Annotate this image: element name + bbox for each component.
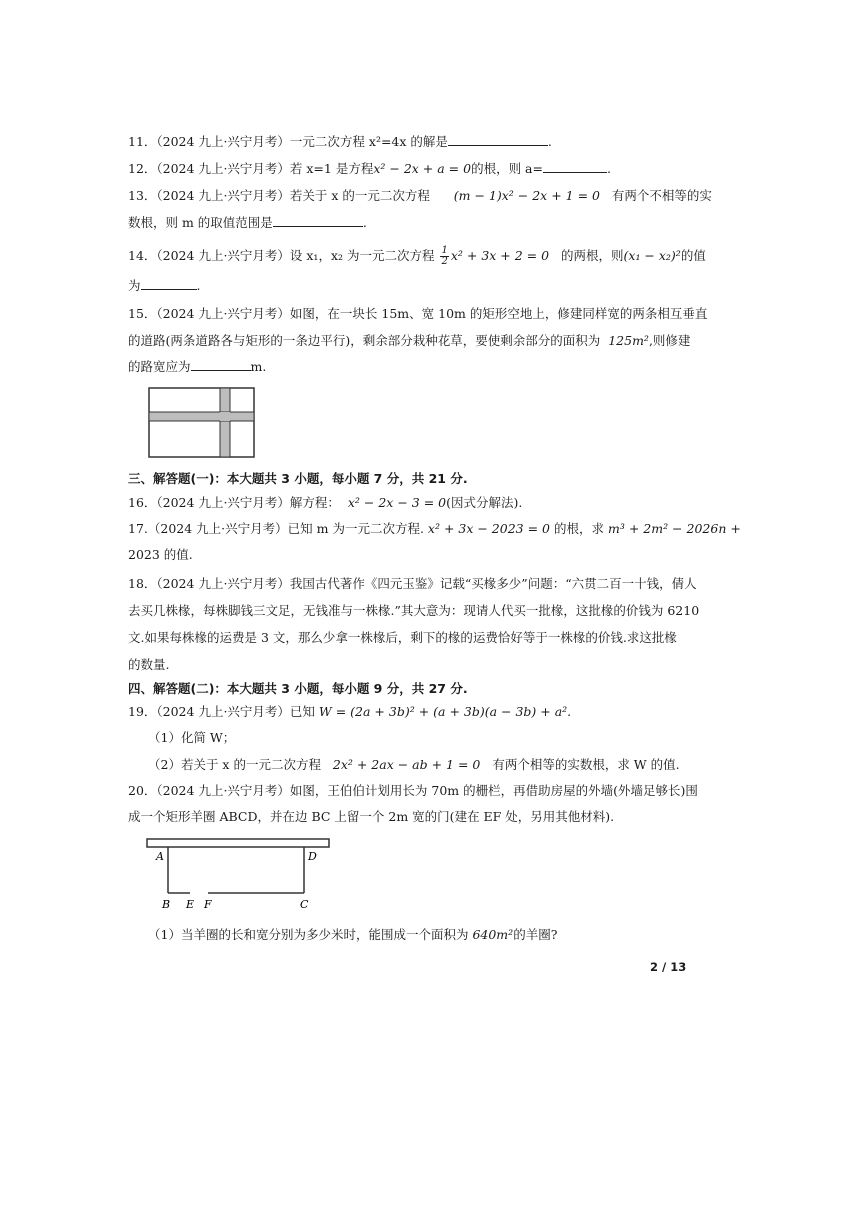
road-figure [148, 387, 256, 459]
label-a: A [156, 850, 164, 863]
question-11 [128, 133, 552, 151]
question-20-part1 [148, 926, 557, 944]
answer-blank [543, 160, 607, 173]
answer-blank [273, 214, 363, 227]
q14-expression: (x₁ − x₂)² [623, 248, 681, 263]
q14-tail: . [196, 278, 201, 293]
page-number: 2 / 13 [650, 960, 687, 974]
label-e: E [186, 898, 195, 910]
road-intersection [220, 412, 230, 421]
q14-pre: 14．（2024 九上·兴宁月考）设 x₁，x₂ 为一元二次方程 [128, 248, 435, 263]
q20-part1-post: 的羊圈? [513, 927, 558, 942]
question-18-line1: 18．（2024 九上·兴宁月考）我国古代著作《四元玉鉴》记载“买椽多少”问题：“六贯二百一十钱，倩人 [128, 576, 697, 591]
fraction-denominator: 2 [441, 256, 448, 267]
q19-pre: 19．（2024 九上·兴宁月考）已知 [128, 704, 315, 719]
q15-line2-pre: 的道路(两条道路各与矩形的一条边平行)，剩余部分栽种花草，要使剩余部分的面积为 [128, 333, 601, 348]
question-20-line1: 20．（2024 九上·兴宁月考）如图，王伯伯计划用长为 70m 的栅栏，再借助房屋的外墙(外墙足够长)围 [128, 783, 698, 798]
question-14-line2 [128, 277, 201, 295]
q16-pre: 16．（2024 九上·兴宁月考）解方程： [128, 495, 340, 510]
label-c: C [300, 898, 309, 910]
label-f: F [204, 898, 212, 910]
q16-equation: x² − 2x − 3 = 0 [347, 495, 447, 510]
q13-pre: 13．（2024 九上·兴宁月考）若关于 x 的一元二次方程 [128, 188, 430, 203]
question-16 [128, 494, 522, 512]
q14-equation: x² + 3x + 2 = 0 [450, 248, 550, 263]
vertical-road [220, 388, 230, 457]
q17-expression: m³ + 2m² − 2026n + [607, 521, 741, 536]
q12-mid: 的根，则 a= [471, 161, 543, 176]
question-17-line1 [128, 520, 741, 538]
q19-part2-pre: （2）若关于 x 的一元二次方程 [148, 757, 321, 772]
question-18-line3: 文.如果每株椽的运费是 3 文，那么少拿一株椽后，剩下的椽的运费恰好等于一株椽的价钱.求这批椽 [128, 630, 677, 645]
label-d: D [308, 850, 317, 863]
question-15-line2 [128, 332, 690, 350]
q14-mid: 的两根，则 [561, 248, 624, 263]
q11-tail: . [547, 134, 552, 149]
question-13-line2 [128, 214, 367, 232]
q15-area: 125m² [608, 333, 649, 348]
answer-blank [191, 358, 251, 371]
question-18-line4: 的数量. [128, 657, 170, 672]
question-17-line2 [128, 546, 193, 564]
horizontal-road [149, 412, 254, 421]
q13-line2: 数根，则 m 的取值范围是 [128, 215, 273, 230]
question-15-line3 [128, 358, 266, 376]
q12-equation: x² − 2x + a = 0 [373, 161, 472, 176]
answer-blank [141, 277, 197, 290]
question-19-part1: （1）化简 W； [148, 730, 236, 745]
q15-line3: 的路宽应为 [128, 359, 191, 374]
question-14-line1 [128, 246, 706, 267]
q14-fraction [440, 246, 448, 267]
q11-text: 11．（2024 九上·兴宁月考）一元二次方程 x²=4x 的解是 [128, 134, 448, 149]
field-rectangle [149, 388, 254, 457]
q20-part1-area: 640m² [472, 927, 514, 942]
question-19 [128, 703, 571, 721]
q17-line2: 2023 的值. [128, 547, 193, 562]
q17-pre: 17.（2024 九上·兴宁月考）已知 m 为一元二次方程. [128, 521, 424, 536]
q15-line3-tail: m. [250, 359, 267, 374]
house-wall [147, 839, 329, 847]
question-15-line1 [128, 305, 707, 323]
q13-equation: (m − 1)x² − 2x + 1 = 0 [453, 188, 600, 203]
q19-part2-post: 有两个相等的实数根，求 W 的值. [492, 757, 680, 772]
q13-post: 有两个不相等的实 [611, 188, 712, 203]
question-12 [128, 160, 611, 178]
q17-equation: x² + 3x − 2023 = 0 [427, 521, 550, 536]
question-20-line2: 成一个矩形羊圈 ABCD，并在边 BC 上留一个 2m 宽的门(建在 EF 处，另用其他材料). [128, 809, 615, 824]
sheep-pen-figure [146, 836, 332, 910]
question-18-line2: 去买几株椽，每株脚钱三文足，无钱准与一株椽.”其大意为：现请人代买一批椽，这批椽的价钱为 6210 [128, 603, 700, 618]
q14-post: 的值 [680, 248, 706, 263]
section-4-heading: 四、解答题(二)：本大题共 3 小题，每小题 9 分，共 27 分. [128, 681, 468, 696]
q19-equation: W = (2a + 3b)² + (a + 3b)(a − 3b) + a². [318, 704, 572, 719]
q19-part2-equation: 2x² + 2ax − ab + 1 = 0 [332, 757, 481, 772]
question-19-part2 [148, 756, 680, 774]
q13-tail: . [362, 215, 367, 230]
label-b: B [162, 898, 171, 910]
q17-mid: 的根，求 [553, 521, 604, 536]
question-13-line1 [128, 187, 712, 205]
q14-line2: 为 [128, 278, 141, 293]
q12-tail: . [606, 161, 611, 176]
q12-pre: 12．（2024 九上·兴宁月考）若 x=1 是方程 [128, 161, 374, 176]
section-3-heading: 三、解答题(一)：本大题共 3 小题，每小题 7 分，共 21 分. [128, 471, 468, 486]
q16-post: (因式分解法). [446, 495, 523, 510]
q15-line1: 15．（2024 九上·兴宁月考）如图，在一块长 15m、宽 10m 的矩形空地上，修建同样宽的两条相互垂直 [128, 306, 708, 321]
q20-part1-pre: （1）当羊圈的长和宽分别为多少米时，能围成一个面积为 [148, 927, 469, 942]
fraction-numerator: 1 [441, 245, 448, 256]
q15-line2-post: ,则修建 [648, 333, 691, 348]
answer-blank [448, 133, 548, 146]
